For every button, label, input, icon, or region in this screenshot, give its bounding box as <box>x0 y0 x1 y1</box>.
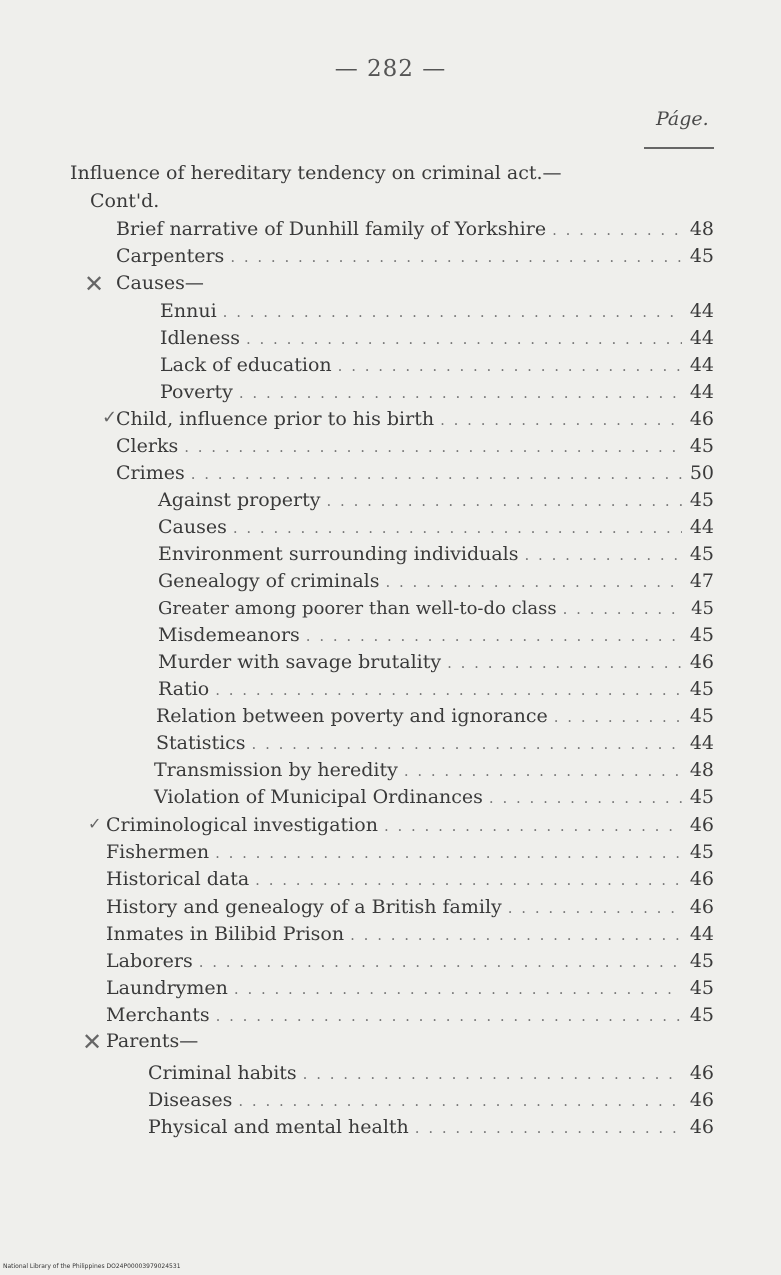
index-entry <box>116 243 714 270</box>
dot-leader <box>199 949 682 976</box>
dot-leader <box>215 840 682 867</box>
entry-page: 45 <box>691 598 714 619</box>
dot-leader <box>306 623 682 650</box>
index-entry <box>116 433 714 460</box>
index-entry <box>158 514 714 541</box>
entry-page: 44 <box>689 516 714 538</box>
entry-label: Laundrymen <box>106 977 228 999</box>
dot-leader <box>554 704 682 731</box>
entry-label: Brief narrative of Dunhill family of Yorkshire <box>116 218 547 240</box>
index-entry <box>160 298 714 325</box>
entry-page: 48 <box>689 759 714 781</box>
entry-label: Crimes <box>116 462 185 484</box>
index-entry <box>106 975 714 1002</box>
index-entry <box>158 622 714 649</box>
index-subheading: Parents— <box>106 1030 199 1052</box>
page-column-label: Páge. <box>656 108 709 130</box>
dot-leader <box>252 731 682 758</box>
entry-page: 47 <box>689 570 714 592</box>
index-entry <box>106 894 714 921</box>
entry-page: 46 <box>689 814 714 836</box>
index-entry <box>156 703 714 730</box>
entry-label: Statistics <box>156 732 246 754</box>
dot-leader <box>246 326 682 353</box>
dot-leader <box>525 542 682 569</box>
dot-leader <box>191 461 682 488</box>
index-entry <box>148 1114 714 1141</box>
dot-leader <box>404 758 682 785</box>
dot-leader <box>563 596 682 623</box>
entry-page: 46 <box>689 651 714 673</box>
entry-label: Genealogy of criminals <box>158 570 380 592</box>
dot-leader <box>223 299 682 326</box>
index-entry <box>116 460 714 487</box>
index-entry <box>106 948 714 975</box>
entry-page: 45 <box>689 950 714 972</box>
entry-label: Merchants <box>106 1004 210 1026</box>
entry-page: 45 <box>689 678 714 700</box>
index-entry <box>158 649 714 676</box>
index-entry <box>148 1060 714 1087</box>
handwritten-check-mark-icon: ✓ <box>88 814 102 833</box>
entry-page: 46 <box>689 1089 714 1111</box>
index-heading-line1: Influence of hereditary tendency on criminal act.— <box>70 162 562 184</box>
entry-label: Poverty <box>160 381 233 403</box>
entry-page: 45 <box>689 245 714 267</box>
entry-page: 45 <box>689 705 714 727</box>
entry-page: 44 <box>689 327 714 349</box>
dot-leader <box>384 813 682 840</box>
entry-label: Idleness <box>160 327 240 349</box>
entry-page: 45 <box>689 624 714 646</box>
index-entry <box>158 541 714 568</box>
index-entry <box>148 1087 714 1114</box>
index-entry <box>106 839 714 866</box>
dot-leader <box>447 650 682 677</box>
entry-page: 44 <box>689 923 714 945</box>
page-label-underline <box>644 147 714 149</box>
entry-page: 44 <box>689 381 714 403</box>
dot-leader <box>216 1003 682 1030</box>
entry-label: Laborers <box>106 950 193 972</box>
dot-leader <box>230 244 682 271</box>
dot-leader <box>239 380 682 407</box>
index-entry <box>158 676 714 703</box>
index-entry <box>116 406 714 433</box>
entry-page: 44 <box>689 300 714 322</box>
entry-page: 45 <box>689 489 714 511</box>
entry-label: Violation of Municipal Ordinances <box>154 786 483 808</box>
dot-leader <box>489 785 682 812</box>
entry-page: 45 <box>689 786 714 808</box>
entry-label: Misdemeanors <box>158 624 300 646</box>
entry-page: 45 <box>689 1004 714 1026</box>
index-entry <box>160 325 714 352</box>
index-entry <box>158 487 714 514</box>
index-entry <box>158 595 714 622</box>
handwritten-check-mark-icon: ✓ <box>102 407 118 428</box>
entry-page: 45 <box>689 841 714 863</box>
index-entry <box>158 568 714 595</box>
entry-label: Greater among poorer than well-to-do class <box>158 598 557 619</box>
entry-label: Transmission by heredity <box>154 759 398 781</box>
index-entry <box>160 379 714 406</box>
entry-label: Criminological investigation <box>106 814 378 836</box>
dot-leader <box>255 867 682 894</box>
dot-leader <box>338 353 682 380</box>
entry-label: Diseases <box>148 1089 233 1111</box>
dot-leader <box>327 488 683 515</box>
index-entry <box>106 866 714 893</box>
index-subheading: Causes— <box>116 272 204 294</box>
entry-label: Relation between poverty and ignorance <box>156 705 548 727</box>
index-entry <box>154 757 714 784</box>
handwritten-check-mark-icon: ✕ <box>82 1028 103 1056</box>
entry-label: Against property <box>158 489 321 511</box>
entry-label: Child, influence prior to his birth <box>116 408 435 430</box>
dot-leader <box>385 569 682 596</box>
entry-page: 44 <box>689 354 714 376</box>
entry-label: History and genealogy of a British family <box>106 896 502 918</box>
dot-leader <box>552 217 682 244</box>
entry-label: Lack of education <box>160 354 332 376</box>
entry-page: 45 <box>689 543 714 565</box>
entry-page: 45 <box>689 435 714 457</box>
dot-leader <box>440 407 682 434</box>
dot-leader <box>415 1115 682 1142</box>
dot-leader <box>350 922 682 949</box>
dot-leader <box>233 515 682 542</box>
entry-label: Physical and mental health <box>148 1116 409 1138</box>
scan-source-footer: National Library of the Philippines DO24P00003979024531 <box>3 1263 181 1270</box>
index-entry <box>160 352 714 379</box>
handwritten-check-mark-icon: ✕ <box>84 270 105 298</box>
entry-page: 44 <box>689 732 714 754</box>
entry-label: Ratio <box>158 678 210 700</box>
dot-leader <box>238 1088 682 1115</box>
index-entry <box>106 1002 714 1029</box>
entry-page: 50 <box>689 462 714 484</box>
entry-label: Carpenters <box>116 245 225 267</box>
index-heading-line2: Cont'd. <box>90 190 160 212</box>
index-entry <box>154 784 714 811</box>
entry-label: Clerks <box>116 435 179 457</box>
entry-label: Ennui <box>160 300 217 322</box>
dot-leader <box>215 677 682 704</box>
dot-leader <box>234 976 682 1003</box>
index-entry <box>106 921 714 948</box>
entry-page: 46 <box>689 896 714 918</box>
entry-page: 48 <box>689 218 714 240</box>
dot-leader <box>184 434 682 461</box>
dot-leader <box>508 895 682 922</box>
entry-page: 45 <box>689 977 714 999</box>
entry-page: 46 <box>689 868 714 890</box>
entry-label: Environment surrounding individuals <box>158 543 519 565</box>
entry-label: Causes <box>158 516 227 538</box>
index-entry <box>106 812 714 839</box>
entry-page: 46 <box>689 408 714 430</box>
index-entry <box>116 216 714 243</box>
entry-label: Historical data <box>106 868 250 890</box>
entry-label: Inmates in Bilibid Prison <box>106 923 345 945</box>
entry-label: Criminal habits <box>148 1062 297 1084</box>
entry-page: 46 <box>689 1062 714 1084</box>
index-entry <box>156 730 714 757</box>
entry-label: Murder with savage brutality <box>158 651 442 673</box>
dot-leader <box>303 1061 682 1088</box>
entry-label: Fishermen <box>106 841 210 863</box>
page-number: — 282 — <box>334 56 447 82</box>
entry-page: 46 <box>689 1116 714 1138</box>
